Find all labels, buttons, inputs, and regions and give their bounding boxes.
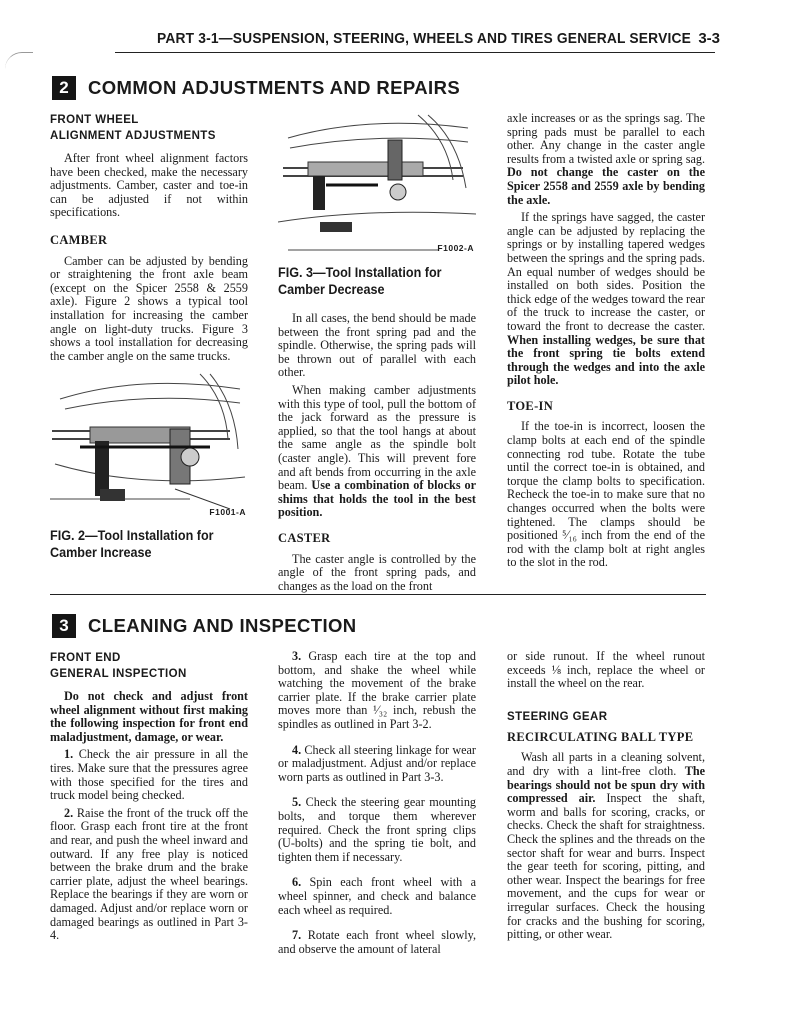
step-7-text: Rotate each front wheel slowly, and observe the amount of lateral xyxy=(278,928,477,956)
step-7-number: 7. xyxy=(292,928,302,943)
step-4-text: Check all steering linkage for wear or maladjustment. Adjust and/or replace worn parts as outlined in Part 3-3. xyxy=(278,742,476,784)
figure-3 xyxy=(278,110,476,258)
alignment-intro: After front wheel alignment factors have been checked, make the necessary adjustments. Camber, caster and toe-in can be adjusted if not within specifications. xyxy=(50,151,248,220)
section-2-column-2 xyxy=(278,110,476,597)
caster-text: The caster angle is controlled by the angle of the front spring pads, and changes as the load on the front xyxy=(278,551,476,593)
section-3-column-1 xyxy=(50,650,248,947)
steering-gear-plain-1: Wash all parts in a cleaning solvent, and dry with a lint-free cloth. xyxy=(507,750,705,778)
figure-2-code: F1001-A xyxy=(209,506,246,517)
step-1-text: Check the air pressure in all the tires. Make sure that the pressures agree with those specified for the tires and truck model being checked. xyxy=(50,747,248,803)
step-7 xyxy=(278,929,476,956)
step-4 xyxy=(278,744,476,785)
section-3-column-3 xyxy=(507,650,705,946)
heading-line-1: FRONT END xyxy=(50,652,121,664)
step-2 xyxy=(50,807,248,943)
section-3-heading xyxy=(52,614,357,638)
step-6-text: Spin each front wheel with a wheel spinner, and check and balance each wheel as required. xyxy=(278,875,476,917)
toe-in-heading: TOE-IN xyxy=(507,398,554,413)
caster-continued xyxy=(507,112,705,207)
page-number: 3-3 xyxy=(698,30,720,47)
step-5 xyxy=(278,796,476,864)
section-3-column-2 xyxy=(278,650,476,960)
figure-3-illustration xyxy=(278,110,476,258)
figure-2-caption: FIG. 2—Tool Installation for Camber Increase xyxy=(50,527,214,561)
section-divider xyxy=(50,594,706,595)
step-5-text: Check the steering gear mounting bolts, and torque them wherever required. Check the front spring clips (U-bolts) and the spring tie bolt, and tighten them if necessary. xyxy=(278,795,477,864)
section-2-heading xyxy=(52,76,460,100)
wedges-plain: If the springs have sagged, the caster angle can be adjusted by replacing the springs or by installing tapered wedges between the springs and the spring pads. An equal number of wedges should be installed on both sides. Position the thick edge of the wedges toward the rear of the truck to increase the caster, or toward the front to decrease the caster. xyxy=(507,210,705,333)
steering-gear-text xyxy=(507,751,705,941)
camber-adjust-bold: Use a combination of blocks or shims that holds the tool in the best position. xyxy=(278,478,477,520)
figure-3-caption: FIG. 3—Tool Installation for Camber Decrease xyxy=(278,264,442,297)
step-1 xyxy=(50,748,248,802)
inspection-warning-bold: Do not check and adjust front wheel alignment without first making the following inspection for front end maladjustment, damage, or wear. xyxy=(50,689,248,744)
recirculating-ball-heading: RECIRCULATING BALL TYPE xyxy=(507,729,694,744)
step-6-number: 6. xyxy=(292,875,302,890)
steering-gear-heading: STEERING GEAR xyxy=(507,710,608,723)
heading-line-2: ALIGNMENT ADJUSTMENTS xyxy=(50,130,216,142)
front-end-inspection-heading xyxy=(50,650,248,682)
camber-heading: CAMBER xyxy=(50,232,108,247)
camber-adjust-plain: When making camber adjustments with this type of tool, pull the bottom of the jack forward as the pressure is applied, so that the tool hangs at about the same angle as the spindle bolt (caster angle). This will prevent fore and aft bends from occurring in the axle beam. xyxy=(278,382,476,493)
caster-heading: CASTER xyxy=(278,530,331,545)
figure-3-code: F1002-A xyxy=(437,243,474,254)
runout-continued: or side runout. If the wheel runout exceeds ⅛ inch, replace the wheel or install the wheel on the rear. xyxy=(507,649,705,691)
camber-bend-text: In all cases, the bend should be made between the front spring pad and the spindle. Otherwise, the spring pads will be thrown out of parallel with each other. xyxy=(278,311,476,380)
step-3-number: 3. xyxy=(292,649,302,663)
step-6 xyxy=(278,876,476,917)
wedges-bold: When installing wedges, be sure that the front spring tie bolts extend through the wedges and into the axle pilot hole. xyxy=(507,332,705,388)
section-2-badge: 2 xyxy=(52,76,76,100)
step-1-number: 1. xyxy=(64,747,74,762)
step-3 xyxy=(278,650,476,732)
step-2-number: 2. xyxy=(64,805,74,820)
section-3-badge: 3 xyxy=(52,614,76,638)
section-2-column-1 xyxy=(50,112,248,573)
page-corner-curl xyxy=(5,52,33,69)
page-header xyxy=(115,28,720,53)
step-2-text: Raise the front of the truck off the floor. Grasp each front tire at the front and rear, and push the wheel inward and outward. If any free play is noticed between the brake drum and the brake carrier plate, adjust the wheel bearings. Replace the bearings if they are worn or damaged. Adjust and/or replace worn or damaged bearings as outlined in Part 3-4. xyxy=(50,805,248,943)
caster-cont-plain: axle increases or as the springs sag. The spring pads must be parallel to each other. Any change in the caster angle results from a twisted axle or spring sag. xyxy=(507,111,705,166)
section-3-title: CLEANING AND INSPECTION xyxy=(88,615,357,636)
step-5-number: 5. xyxy=(292,795,302,810)
step-3-text: Grasp each tire at the top and bottom, and shake the wheel while watching the movement of the brake carrier plate. If the brake carrier plate moves more than ¹⁄₃₂ inch, rebush the spindles as outlined in Part 3-2. xyxy=(278,649,477,731)
section-2-column-3 xyxy=(507,112,705,574)
step-4-number: 4. xyxy=(292,742,302,757)
steering-gear-plain-2: Inspect the shaft, worm and balls for scoring, cracks, or checks. Check the shaft for straightness. Check the splines and the threads on the sector shaft for wear and burrs. Inspect the gear teeth for scoring, pitting, and other wear. Inspect the bearings for free movement, and the cups for wear or irregular surfaces. Check the housing for cracks and the bushing for scoring, pitting, or other wear. xyxy=(507,791,706,942)
section-2-title: COMMON ADJUSTMENTS AND REPAIRS xyxy=(88,77,461,98)
heading-line-2: GENERAL INSPECTION xyxy=(50,668,187,680)
figure-2-illustration xyxy=(50,369,248,521)
camber-text: Camber can be adjusted by bending or straightening the front axle beam (except on the Spicer 2558 & 2559 axle). Figure 2 shows a typical tool installation for increasing the camber angle on light-duty trucks. Figure 3 shows a tool installation for decreasing the camber angle on the same trucks. xyxy=(50,253,248,363)
camber-adjust-text xyxy=(278,384,476,520)
steering-gear-bold: The bearings should not be spun dry with compressed air. xyxy=(507,763,706,806)
inspection-warning xyxy=(50,690,248,744)
heading-line-1: FRONT WHEEL xyxy=(50,114,139,126)
figure-2 xyxy=(50,369,248,521)
front-wheel-alignment-heading xyxy=(50,112,248,144)
caster-cont-bold: Do not change the caster on the Spicer 2558 and 2559 axle by bending the axle. xyxy=(507,165,705,207)
header-title: PART 3-1—SUSPENSION, STEERING, WHEELS AND TIRES GENERAL SERVICE xyxy=(157,30,692,47)
toe-in-text: If the toe-in is incorrect, loosen the clamp bolts at each end of the spindle connecting rod tube. Rotate the tube until the correct toe-in is obtained, and torque the clamp bolts to specification. Recheck the toe-in to make sure that no changes occurred when the bolts were tightened. The clamps should be positioned ⁵⁄₁₆ inch from the end of the rod with the clamp bolt at right angles to the slot in the rod. xyxy=(507,419,705,570)
wedges-text xyxy=(507,211,705,388)
